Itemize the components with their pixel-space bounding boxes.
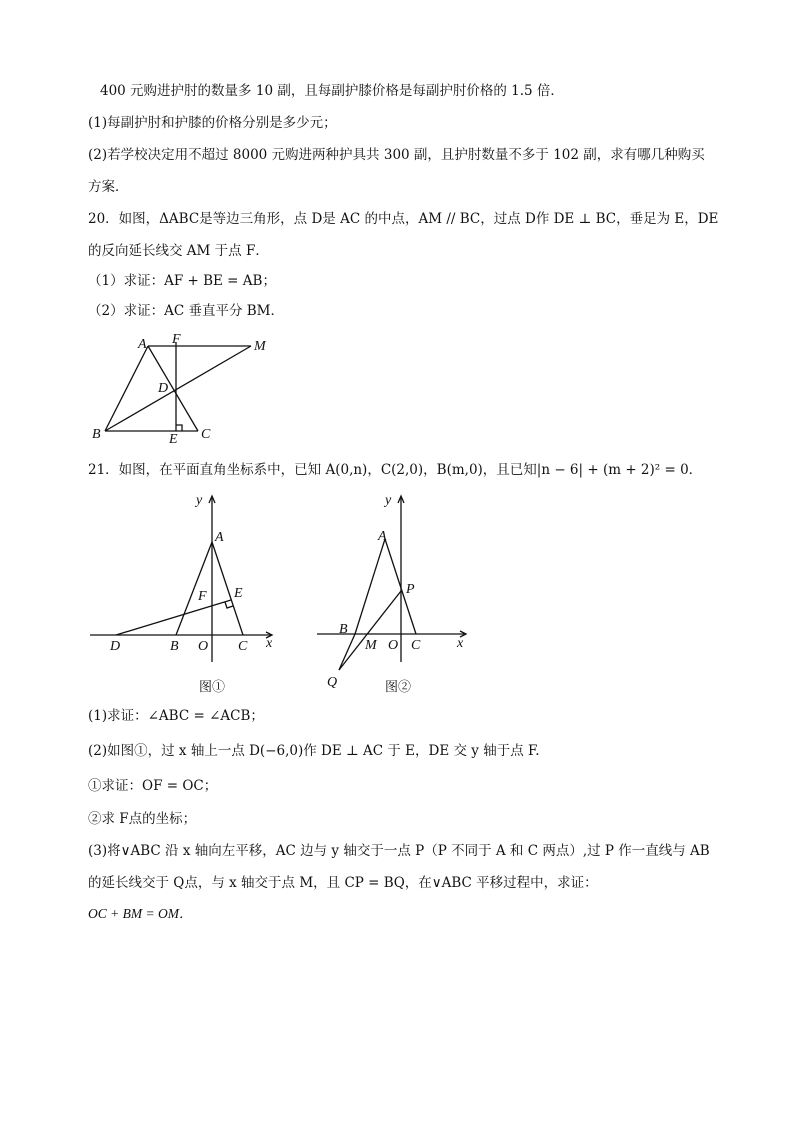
- question-20-part-1: （1）求证：AF + BE = AB；: [88, 273, 276, 289]
- label-C: C: [201, 427, 211, 442]
- label-C: C: [411, 638, 421, 653]
- label-O: O: [388, 638, 399, 653]
- segment-AC: [148, 346, 198, 431]
- label-Q: Q: [327, 675, 338, 690]
- segment-QP: [339, 591, 401, 670]
- label-A: A: [378, 529, 387, 544]
- question-21-part-3-line-1: (3)将∨ABC 沿 x 轴向左平移，AC 边与 y 轴交于一点 P（P 不同于 A 和 C 两点）,过 P 作一直线与 AB: [88, 843, 710, 859]
- right-angle-mark: [176, 425, 182, 431]
- text-line-1: 400 元购进护肘的数量多 10 副，且每副护膝价格是每副护肘价格的 1.5 倍．: [100, 83, 564, 99]
- label-D: D: [158, 381, 169, 396]
- segment-AB: [355, 539, 385, 634]
- label-C: C: [238, 639, 248, 654]
- label-F: F: [198, 589, 207, 604]
- question-21-part-2-sub-1: ①求证：OF = OC；: [88, 778, 218, 794]
- figure-20: [88, 332, 288, 447]
- label-E: E: [169, 432, 178, 447]
- question-20-line-1: 20．如图，ΔABC是等边三角形，点 D是 AC 的中点，AM // BC，过点 D作 DE ⊥ BC，垂足为 E，DE: [88, 211, 719, 227]
- text-line-3: (2)若学校决定用不超过 8000 元购进两种护具共 300 副，且护肘数量不多于 102 副，求有哪几种购买: [88, 147, 705, 163]
- question-21-line-1: 21．如图，在平面直角坐标系中，已知 A(0,n)，C(2,0)，B(m,0)，且已知|n − 6| + (m + 2)² = 0．: [88, 462, 703, 478]
- label-M: M: [365, 638, 377, 653]
- label-x: x: [266, 636, 273, 651]
- label-D: D: [110, 639, 121, 654]
- label-A: A: [215, 530, 224, 545]
- segment-AB: [176, 542, 212, 635]
- label-F: F: [172, 332, 181, 347]
- question-21-part-3-line-3: OC + BM = OM．: [88, 906, 193, 921]
- label-E: E: [234, 586, 243, 601]
- label-y: y: [196, 493, 203, 508]
- caption-figure-1: 图①: [199, 679, 226, 694]
- label-y: y: [385, 493, 392, 508]
- figure-21-1: [88, 490, 288, 700]
- label-O: O: [198, 639, 209, 654]
- caption-figure-2: 图②: [385, 679, 412, 694]
- label-B: B: [92, 427, 101, 442]
- question-20-line-2: 的反向延长线交 AM 于点 F．: [88, 243, 269, 259]
- label-M: M: [254, 339, 266, 354]
- question-20-part-2: （2）求证：AC 垂直平分 BM．: [88, 303, 284, 319]
- text-line-2: (1)每副护肘和护膝的价格分别是多少元；: [88, 115, 337, 131]
- segment-DE: [116, 600, 231, 635]
- label-P: P: [406, 582, 415, 597]
- label-A: A: [138, 337, 147, 352]
- text-line-4: 方案．: [88, 179, 129, 195]
- question-21-part-1: (1)求证：∠ABC = ∠ACB；: [88, 708, 264, 724]
- question-21-part-2: (2)如图①，过 x 轴上一点 D(−6,0)作 DE ⊥ AC 于 E，DE 交 y 轴于点 F.: [88, 743, 540, 759]
- label-B: B: [170, 639, 179, 654]
- question-21-part-3-line-2: 的延长线交于 Q点，与 x 轴交于点 M，且 CP = BQ，在∨ABC 平移过程中，求证：: [88, 875, 598, 891]
- question-21-part-2-sub-2: ②求 F点的坐标；: [88, 811, 197, 827]
- label-B: B: [339, 622, 348, 637]
- figure-21-2: [315, 490, 495, 700]
- label-x: x: [457, 636, 464, 651]
